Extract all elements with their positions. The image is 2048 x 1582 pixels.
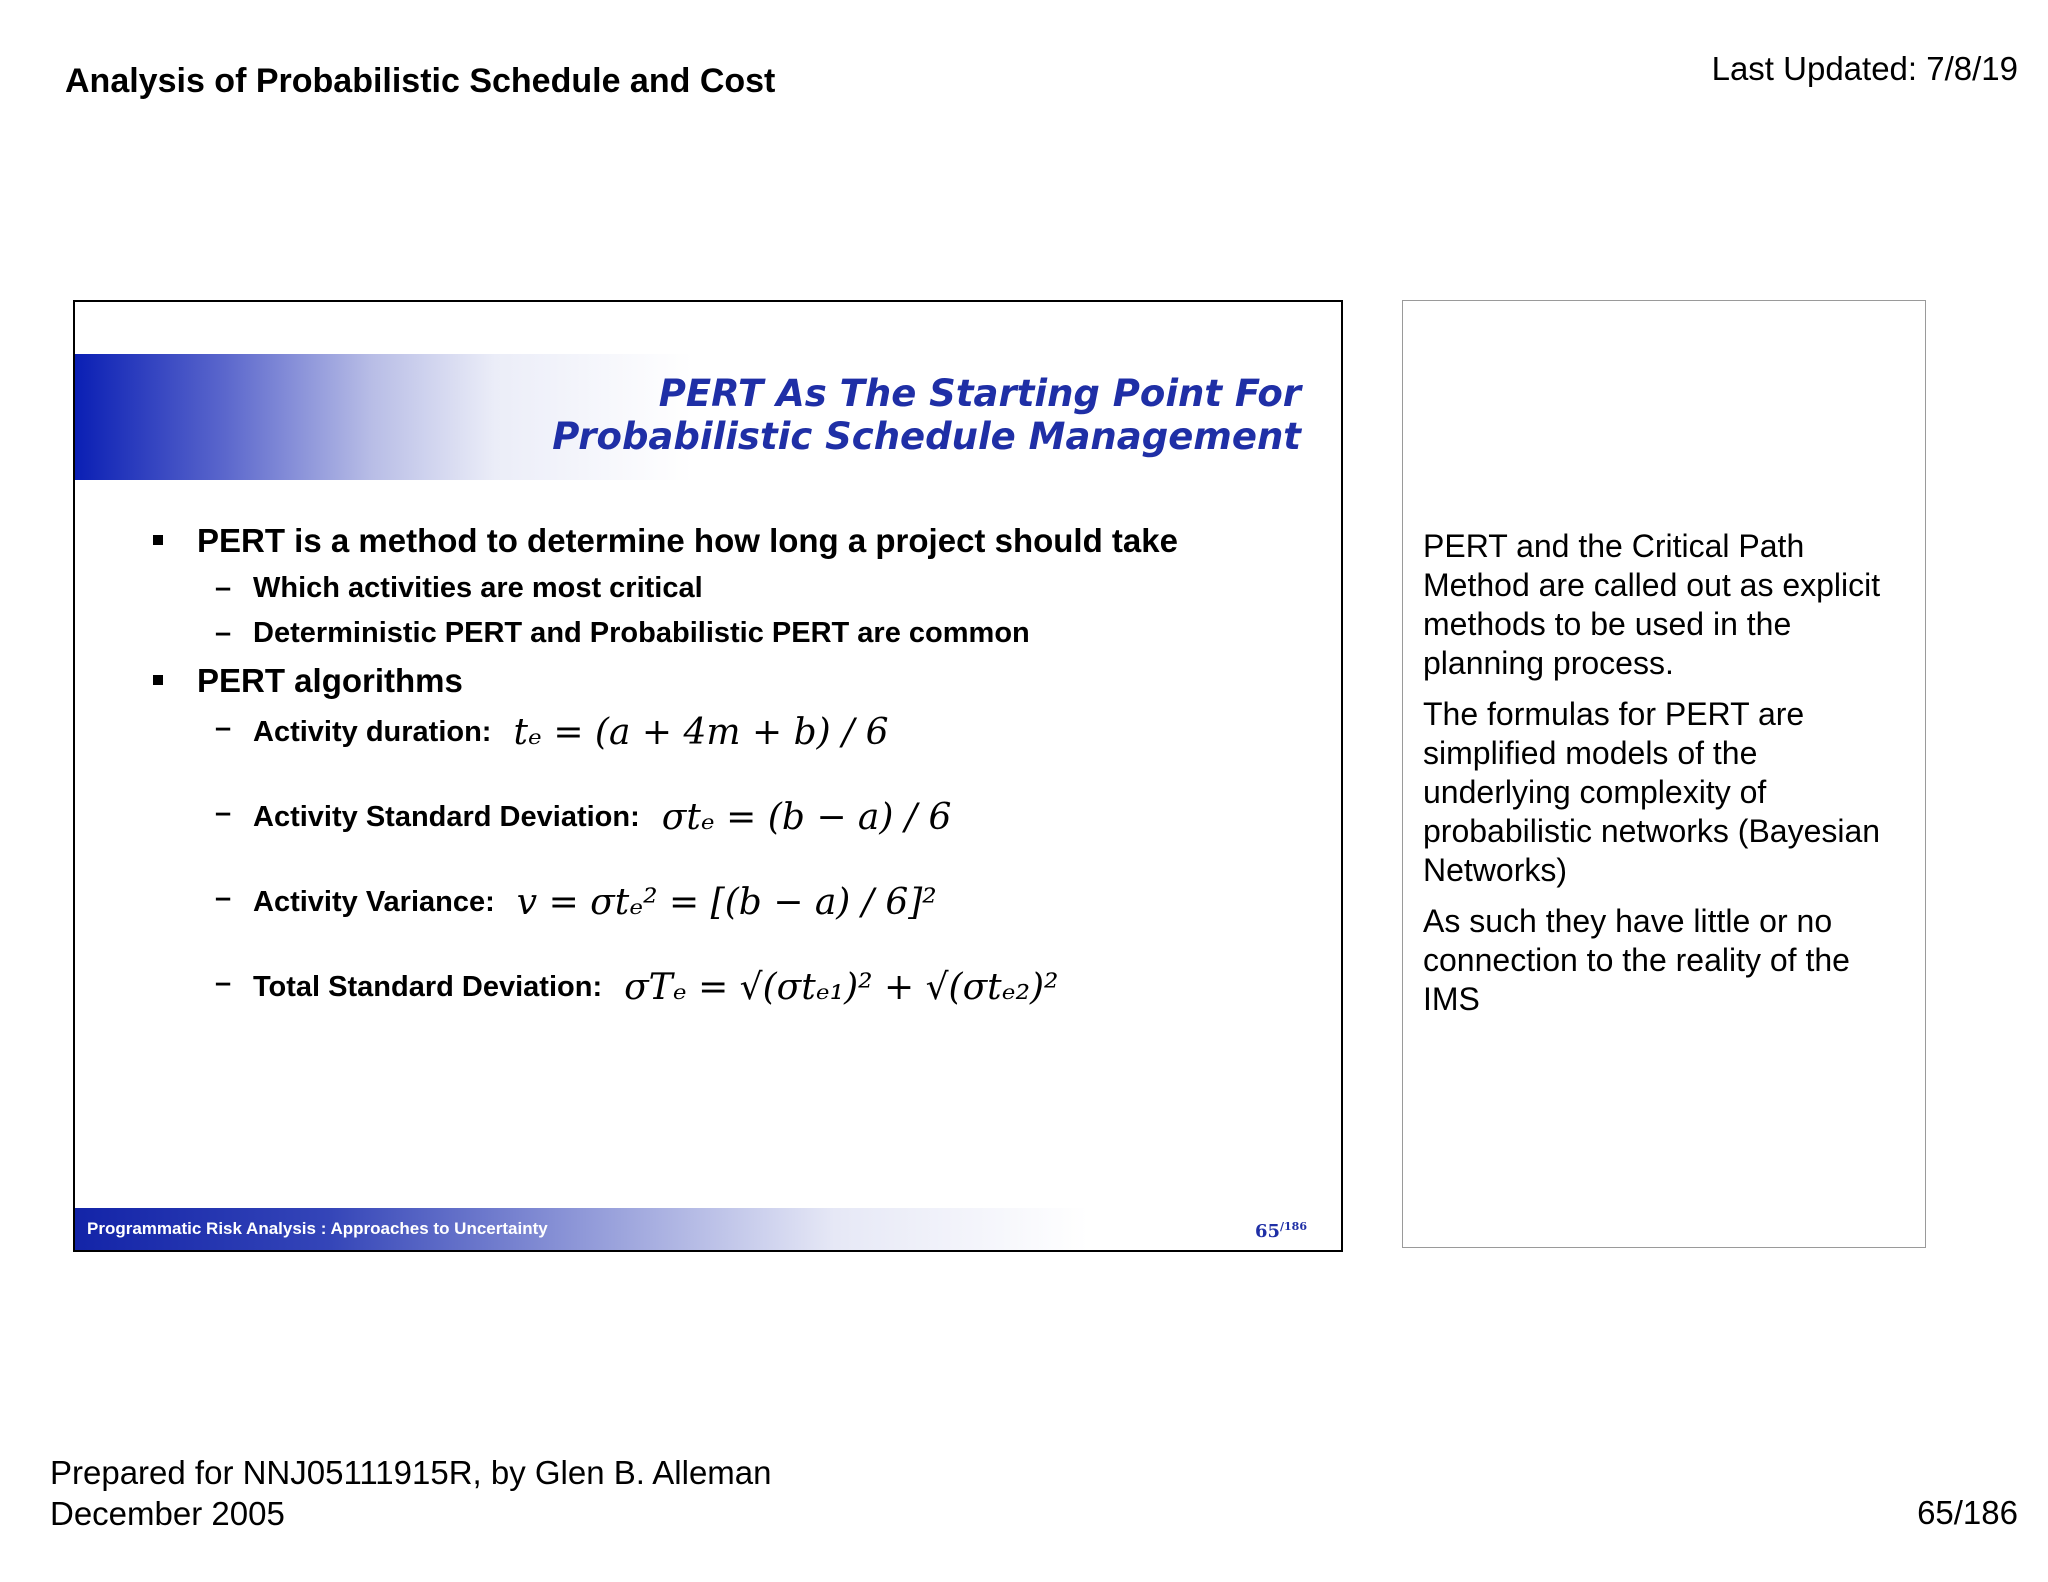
document-title: Analysis of Probabilistic Schedule and Cost <box>65 62 776 100</box>
prepared-date: December 2005 <box>50 1495 285 1532</box>
slide-page-current: 65 <box>1254 1221 1281 1242</box>
formula: tₑ = (a + 4m + b) / 6 <box>513 712 889 753</box>
slide-bullets <box>153 522 1303 1020</box>
notes-paragraph: As such they have little or no connection to the reality of the IMS <box>1423 903 1850 1017</box>
algorithm-item: – Activity Standard Deviation: σtₑ = (b − a) / 6 <box>215 797 952 838</box>
algorithm-item: – Activity Variance: v = σtₑ² = [(b − a) / 6]² <box>215 882 937 923</box>
prepared-line: Prepared for NNJ05111915R, by Glen B. Alleman <box>50 1454 772 1491</box>
algorithm-label: Activity Standard Deviation: <box>253 801 640 833</box>
slide-title-line2: Probabilistic Schedule Management <box>552 415 1301 458</box>
sub-bullet-text: Deterministic PERT and Probabilistic PERT are common <box>253 617 1030 649</box>
algorithm-label: Activity Variance: <box>253 886 495 918</box>
algorithm-label: Activity duration: <box>253 716 492 748</box>
bullet-item: PERT is a method to determine how long a project should take <box>153 522 1303 560</box>
notes-box <box>1402 300 1926 1248</box>
slide-title-line1: PERT As The Starting Point For <box>658 372 1301 415</box>
prepared-by <box>50 1452 772 1534</box>
algorithm-item: – Total Standard Deviation: σTₑ = √(σtₑ₁)² + √(σtₑ₂)² <box>215 967 1059 1008</box>
notes-paragraph: PERT and the Critical Path Method are called out as explicit methods to be used in the planning process. <box>1423 528 1881 681</box>
sub-bullet-item: – Deterministic PERT and Probabilistic PERT are common <box>215 617 1030 649</box>
slide-page-total: /186 <box>1280 1220 1307 1233</box>
sub-bullet-item: – Which activities are most critical <box>215 572 703 604</box>
formula: σTₑ = √(σtₑ₁)² + √(σtₑ₂)² <box>624 967 1059 1008</box>
notes-text <box>1423 527 1913 1031</box>
formula: σtₑ = (b − a) / 6 <box>661 797 952 838</box>
slide-image <box>73 300 1343 1252</box>
notes-paragraph: The formulas for PERT are simplified models of the underlying complexity of probabilistic networks (Bayesian Networks) <box>1423 696 1881 888</box>
last-updated: Last Updated: 7/8/19 <box>1711 50 2018 87</box>
slide-page-number <box>1255 1220 1307 1242</box>
slide-footer-bar <box>75 1208 1341 1250</box>
algorithm-label: Total Standard Deviation: <box>253 971 603 1003</box>
sub-bullet-text: Which activities are most critical <box>253 572 703 604</box>
page-number: 65/186 <box>1917 1494 2018 1531</box>
slide-footer-text: Programmatic Risk Analysis : Approaches to Uncertainty <box>87 1219 548 1238</box>
bullet-item: PERT algorithms <box>153 662 1303 700</box>
slide-title <box>552 372 1301 458</box>
formula: v = σtₑ² = [(b − a) / 6]² <box>516 882 937 923</box>
algorithm-item: – Activity duration: tₑ = (a + 4m + b) / 6 <box>215 712 889 753</box>
